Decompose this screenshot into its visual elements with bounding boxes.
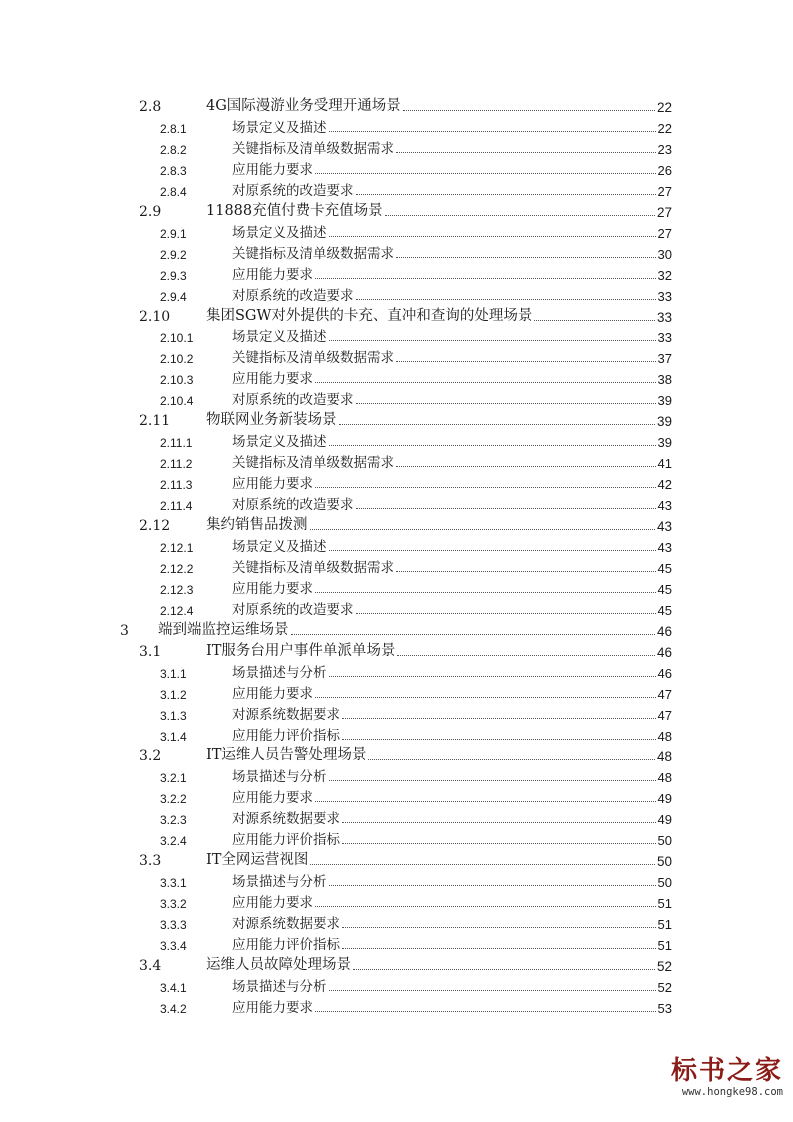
- toc-entry-number: 3.2: [139, 748, 162, 765]
- toc-entry-page-number: 45: [657, 560, 672, 576]
- toc-entry-title: 关键指标及清单级数据需求: [232, 350, 394, 367]
- toc-entry[interactable]: [0, 180, 793, 200]
- toc-entry-number: 2.8: [139, 99, 162, 115]
- toc-entry[interactable]: [0, 578, 793, 598]
- toc-entry-page-number: 51: [657, 938, 672, 953]
- toc-entry-page-number: 22: [656, 100, 672, 115]
- toc-entry-number: 3: [120, 622, 129, 639]
- toc-entry[interactable]: [0, 473, 793, 493]
- toc-entry-leader-dots: [315, 278, 656, 279]
- toc-entry-page-number: 48: [657, 728, 672, 744]
- toc-entry-page-number: 47: [657, 707, 672, 723]
- toc-entry-number: 2.12: [139, 518, 171, 534]
- toc-entry-page-number: 52: [657, 979, 672, 995]
- toc-entry[interactable]: [0, 494, 793, 514]
- toc-entry[interactable]: [0, 913, 793, 933]
- toc-entry-title: 运维人员故障处理场景: [206, 956, 351, 973]
- toc-entry-title: 应用能力要求: [232, 685, 313, 702]
- toc-entry-page-number: 32: [657, 267, 672, 283]
- toc-entry-leader-dots: [291, 634, 655, 635]
- toc-entry-title: 应用能力要求: [232, 790, 313, 807]
- toc-entry-title: 11888充值付费卡充值场景: [206, 202, 383, 219]
- toc-entry-leader-dots: [342, 718, 656, 719]
- toc-entry-number: 2.10.4: [160, 394, 194, 409]
- toc-entry-number: 3.2.2: [160, 792, 187, 807]
- toc-entry-page-number: 46: [656, 623, 672, 639]
- toc-entry-number: 2.12.3: [160, 582, 194, 597]
- toc-entry-number: 3.2.1: [160, 771, 187, 786]
- toc-entry-page-number: 46: [657, 665, 672, 681]
- toc-entry-number: 3.3.2: [160, 897, 187, 912]
- toc-entry-page-number: 30: [657, 246, 672, 262]
- toc-entry[interactable]: [0, 431, 793, 451]
- toc-entry-title: 关键指标及清单级数据需求: [232, 245, 394, 262]
- toc-entry[interactable]: [0, 704, 793, 724]
- toc-entry-title: 场景描述与分析: [232, 978, 327, 995]
- toc-entry-title: 对源系统数据要求: [232, 706, 340, 723]
- toc-entry-leader-dots: [403, 110, 655, 111]
- toc-entry-number: 2.10.2: [160, 352, 194, 367]
- toc-entry[interactable]: [0, 787, 793, 807]
- toc-entry-number: 2.11.3: [160, 478, 193, 493]
- toc-entry-title: 对原系统的改造要求: [232, 601, 354, 618]
- toc-entry-number: 2.8.4: [160, 184, 187, 199]
- toc-entry[interactable]: [0, 892, 793, 912]
- toc-entry[interactable]: [0, 557, 793, 577]
- toc-entry-page-number: 39: [657, 435, 672, 451]
- toc-entry-leader-dots: [329, 780, 656, 781]
- toc-entry-page-number: 33: [657, 330, 672, 346]
- toc-entry-title: 场景描述与分析: [232, 664, 327, 681]
- toc-entry-number: 2.10.3: [160, 373, 194, 388]
- toc-entry[interactable]: [0, 452, 793, 472]
- toc-entry-page-number: 45: [657, 602, 672, 618]
- toc-entry-page-number: 50: [657, 833, 672, 849]
- toc-entry-leader-dots: [356, 508, 656, 509]
- toc-entry[interactable]: [0, 662, 793, 682]
- toc-entry-leader-dots: [315, 906, 656, 907]
- toc-entry-title: 对源系统数据要求: [232, 916, 340, 933]
- toc-entry-number: 3.3.4: [160, 939, 187, 953]
- toc-entry-page-number: 48: [657, 770, 672, 786]
- toc-entry-number: 3.1: [139, 643, 162, 660]
- toc-entry-title: 场景定义及描述: [232, 119, 327, 136]
- toc-entry-leader-dots: [397, 655, 655, 656]
- toc-entry-leader-dots: [315, 801, 656, 802]
- toc-entry-page-number: 41: [657, 456, 672, 472]
- toc-entry-page-number: 27: [657, 225, 672, 241]
- watermark-text: 标书之家: [670, 1056, 783, 1086]
- toc-entry-leader-dots: [315, 173, 656, 174]
- toc-entry-number: 2.9.4: [160, 289, 187, 304]
- toc-entry-page-number: 49: [657, 812, 672, 828]
- toc-entry-title: 对原系统的改造要求: [232, 392, 354, 409]
- toc-entry-number: 2.12.1: [160, 540, 194, 555]
- toc-entry-title: 场景定义及描述: [232, 434, 327, 451]
- toc-entry-number: 3.4.1: [160, 980, 187, 995]
- toc-entry-page-number: 33: [657, 288, 672, 304]
- toc-entry-number: 2.8.1: [160, 121, 187, 136]
- toc-entry-title: 场景描述与分析: [232, 874, 327, 891]
- toc-entry[interactable]: [0, 96, 793, 116]
- toc-entry-page-number: 45: [657, 581, 672, 597]
- toc-entry-title: IT全网运营视图: [206, 852, 309, 869]
- toc-entry-number: 2.11.1: [160, 436, 193, 451]
- toc-entry-leader-dots: [342, 948, 656, 949]
- toc-entry-title: 应用能力评价指标: [232, 832, 340, 849]
- toc-entry-number: 2.11.4: [160, 499, 193, 514]
- toc-entry-number: 3.3: [139, 853, 162, 870]
- toc-entry-page-number: 39: [656, 414, 672, 430]
- toc-entry[interactable]: [0, 389, 793, 409]
- toc-entry-page-number: 49: [657, 791, 672, 807]
- toc-entry-title: 场景定义及描述: [232, 224, 327, 241]
- toc-entry-leader-dots: [368, 759, 655, 760]
- toc-entry-number: 3.1.3: [160, 708, 187, 723]
- toc-entry-number: 2.9: [139, 203, 162, 220]
- toc-entry-leader-dots: [342, 822, 656, 823]
- toc-entry-page-number: 48: [656, 749, 672, 765]
- toc-entry-page-number: 51: [657, 917, 672, 933]
- toc-entry-title: 应用能力要求: [232, 161, 313, 178]
- toc-entry-title: 集约销售品拨测: [206, 517, 308, 533]
- toc-entry-number: 2.10.1: [160, 331, 194, 346]
- toc-entry[interactable]: [0, 138, 793, 158]
- toc-entry[interactable]: [0, 766, 793, 786]
- toc-entry-leader-dots: [339, 424, 655, 425]
- toc-entry-page-number: 38: [657, 372, 672, 388]
- toc-entry-page-number: 42: [657, 477, 672, 493]
- toc-entry-title: 物联网业务新装场景: [206, 412, 337, 429]
- toc-entry-number: 2.11.2: [160, 457, 193, 472]
- toc-entry-title: 应用能力评价指标: [232, 937, 340, 953]
- toc-entry-number: 2.9.2: [160, 247, 187, 262]
- toc-entry-title: 对源系统数据要求: [232, 811, 340, 828]
- toc-entry[interactable]: [0, 808, 793, 828]
- toc-entry-leader-dots: [329, 445, 656, 446]
- toc-entry-leader-dots: [396, 361, 656, 362]
- toc-entry-number: 2.11: [139, 413, 171, 430]
- toc-entry-number: 3.4.2: [160, 1001, 187, 1016]
- toc-entry[interactable]: [0, 326, 793, 346]
- toc-entry-page-number: 53: [657, 1000, 672, 1016]
- toc-entry-page-number: 43: [657, 498, 672, 514]
- toc-entry-title: 应用能力评价指标: [232, 727, 340, 744]
- toc-entry[interactable]: [0, 725, 793, 745]
- toc-entry[interactable]: [0, 410, 793, 430]
- toc-entry-title: 对原系统的改造要求: [232, 497, 354, 514]
- toc-entry[interactable]: [0, 264, 793, 284]
- toc-entry-page-number: 26: [657, 162, 672, 178]
- toc-entry-leader-dots: [353, 969, 655, 970]
- toc-entry-page-number: 51: [657, 896, 672, 912]
- toc-entry[interactable]: [0, 515, 793, 535]
- toc-entry-title: 应用能力要求: [232, 371, 313, 388]
- toc-entry-leader-dots: [329, 340, 656, 341]
- toc-entry-title: 应用能力要求: [232, 476, 313, 493]
- toc-entry[interactable]: [0, 536, 793, 556]
- toc-entry[interactable]: [0, 955, 793, 975]
- toc-entry-leader-dots: [356, 299, 656, 300]
- toc-entry-leader-dots: [310, 529, 655, 530]
- toc-entry[interactable]: [0, 117, 793, 137]
- toc-entry-leader-dots: [396, 571, 656, 572]
- toc-entry-number: 3.1.1: [160, 666, 187, 681]
- toc-entry-leader-dots: [534, 320, 655, 321]
- toc-entry-page-number: 39: [657, 393, 672, 409]
- toc-entry-title: 集团SGW对外提供的卡充、直冲和查询的处理场景: [206, 307, 533, 324]
- toc-entry[interactable]: [0, 306, 793, 326]
- toc-entry[interactable]: [0, 829, 793, 849]
- toc-entry-leader-dots: [329, 550, 656, 551]
- toc-entry-leader-dots: [342, 927, 656, 928]
- toc-entry-leader-dots: [329, 676, 656, 677]
- toc-entry[interactable]: [0, 368, 793, 388]
- toc-entry-page-number: 47: [657, 686, 672, 702]
- toc-entry-leader-dots: [315, 382, 656, 383]
- toc-entry-number: 2.8.3: [160, 163, 187, 178]
- watermark-url: www.hongke98.com: [681, 1086, 783, 1098]
- toc-entry-number: 2.10: [139, 308, 171, 325]
- toc-entry-page-number: 50: [657, 875, 672, 891]
- toc-entry-title: 应用能力要求: [232, 266, 313, 283]
- toc-entry[interactable]: [0, 285, 793, 305]
- toc-entry-number: 2.8.2: [160, 142, 187, 157]
- toc-entry-leader-dots: [310, 864, 655, 865]
- toc-entry[interactable]: [0, 850, 793, 870]
- toc-entry-page-number: 27: [657, 183, 672, 199]
- toc-entry-title: 端到端监控运维场景: [158, 621, 289, 638]
- toc-entry[interactable]: [0, 683, 793, 703]
- toc-entry-title: IT服务台用户事件单派单场景: [206, 642, 396, 659]
- toc-entry-number: 3.2.4: [160, 834, 187, 849]
- toc-entry[interactable]: [0, 620, 793, 640]
- toc-entry-title: 关键指标及清单级数据需求: [232, 559, 394, 576]
- toc-entry-number: 3.1.4: [160, 729, 187, 744]
- toc-entry-title: 场景定义及描述: [232, 329, 327, 346]
- toc-entry-page-number: 37: [657, 351, 672, 367]
- toc-entry[interactable]: [0, 745, 793, 765]
- toc-entry-title: 关键指标及清单级数据需求: [232, 140, 394, 157]
- toc-entry-page-number: 27: [656, 204, 672, 220]
- toc-entry-leader-dots: [315, 697, 656, 698]
- toc-entry-page-number: 50: [656, 854, 672, 870]
- toc-entry-title: 应用能力要求: [232, 580, 313, 597]
- toc-entry-page-number: 22: [657, 120, 672, 136]
- toc-entry-title: 场景描述与分析: [232, 769, 327, 786]
- toc-entry-title: IT运维人员告警处理场景: [206, 747, 367, 764]
- toc-entry-leader-dots: [329, 131, 656, 132]
- toc-entry[interactable]: [0, 243, 793, 263]
- toc-entry-page-number: 46: [656, 644, 672, 660]
- toc-entry-leader-dots: [396, 257, 656, 258]
- toc-entry-number: 3.2.3: [160, 813, 187, 828]
- toc-entry-leader-dots: [315, 487, 656, 488]
- toc-entry-title: 4G国际漫游业务受理开通场景: [206, 98, 401, 114]
- toc-entry-leader-dots: [329, 990, 656, 991]
- toc-entry-number: 2.12.4: [160, 603, 194, 618]
- toc-entry-title: 对原系统的改造要求: [232, 287, 354, 304]
- toc-entry-number: 3.3.1: [160, 876, 187, 891]
- toc-entry-page-number: 43: [656, 519, 672, 534]
- toc-entry-title: 关键指标及清单级数据需求: [232, 455, 394, 472]
- toc-entry-number: 2.9.1: [160, 226, 187, 241]
- toc-entry-leader-dots: [396, 466, 656, 467]
- toc-entry-page-number: 52: [656, 958, 672, 974]
- toc-entry-leader-dots: [356, 194, 656, 195]
- toc-entry-leader-dots: [356, 613, 656, 614]
- toc-entry-leader-dots: [356, 403, 656, 404]
- toc-entry[interactable]: [0, 159, 793, 179]
- toc-entry-leader-dots: [315, 1011, 656, 1012]
- toc-entry-leader-dots: [342, 843, 656, 844]
- toc-entry-title: 对原系统的改造要求: [232, 182, 354, 199]
- toc-entry[interactable]: [0, 934, 793, 954]
- toc-entry-number: 3.3.3: [160, 918, 187, 933]
- toc-entry-leader-dots: [329, 885, 656, 886]
- toc-entry[interactable]: [0, 641, 793, 661]
- toc-entry-title: 应用能力要求: [232, 999, 313, 1016]
- toc-entry-leader-dots: [329, 236, 656, 237]
- toc-entry-leader-dots: [315, 592, 656, 593]
- toc-entry-number: 3.4: [139, 957, 162, 974]
- toc-entry-page-number: 33: [656, 309, 672, 325]
- toc-entry-title: 场景定义及描述: [232, 538, 327, 555]
- toc-entry[interactable]: [0, 871, 793, 891]
- toc-entry-page-number: 23: [657, 141, 672, 157]
- toc-entry-leader-dots: [396, 152, 656, 153]
- toc-entry[interactable]: [0, 347, 793, 367]
- toc-entry-page-number: 43: [657, 539, 672, 555]
- watermark-logo: [643, 1046, 783, 1106]
- toc-entry-title: 应用能力要求: [232, 895, 313, 912]
- toc-entry[interactable]: [0, 599, 793, 619]
- toc-entry[interactable]: [0, 222, 793, 242]
- toc-entry-leader-dots: [385, 215, 655, 216]
- toc-entry[interactable]: [0, 201, 793, 221]
- toc-entry-number: 2.9.3: [160, 268, 187, 283]
- toc-entry-leader-dots: [342, 739, 656, 740]
- toc-entry[interactable]: [0, 997, 793, 1017]
- toc-entry-number: 2.12.2: [160, 561, 194, 576]
- toc-entry-number: 3.1.2: [160, 687, 187, 702]
- toc-entry[interactable]: [0, 976, 793, 996]
